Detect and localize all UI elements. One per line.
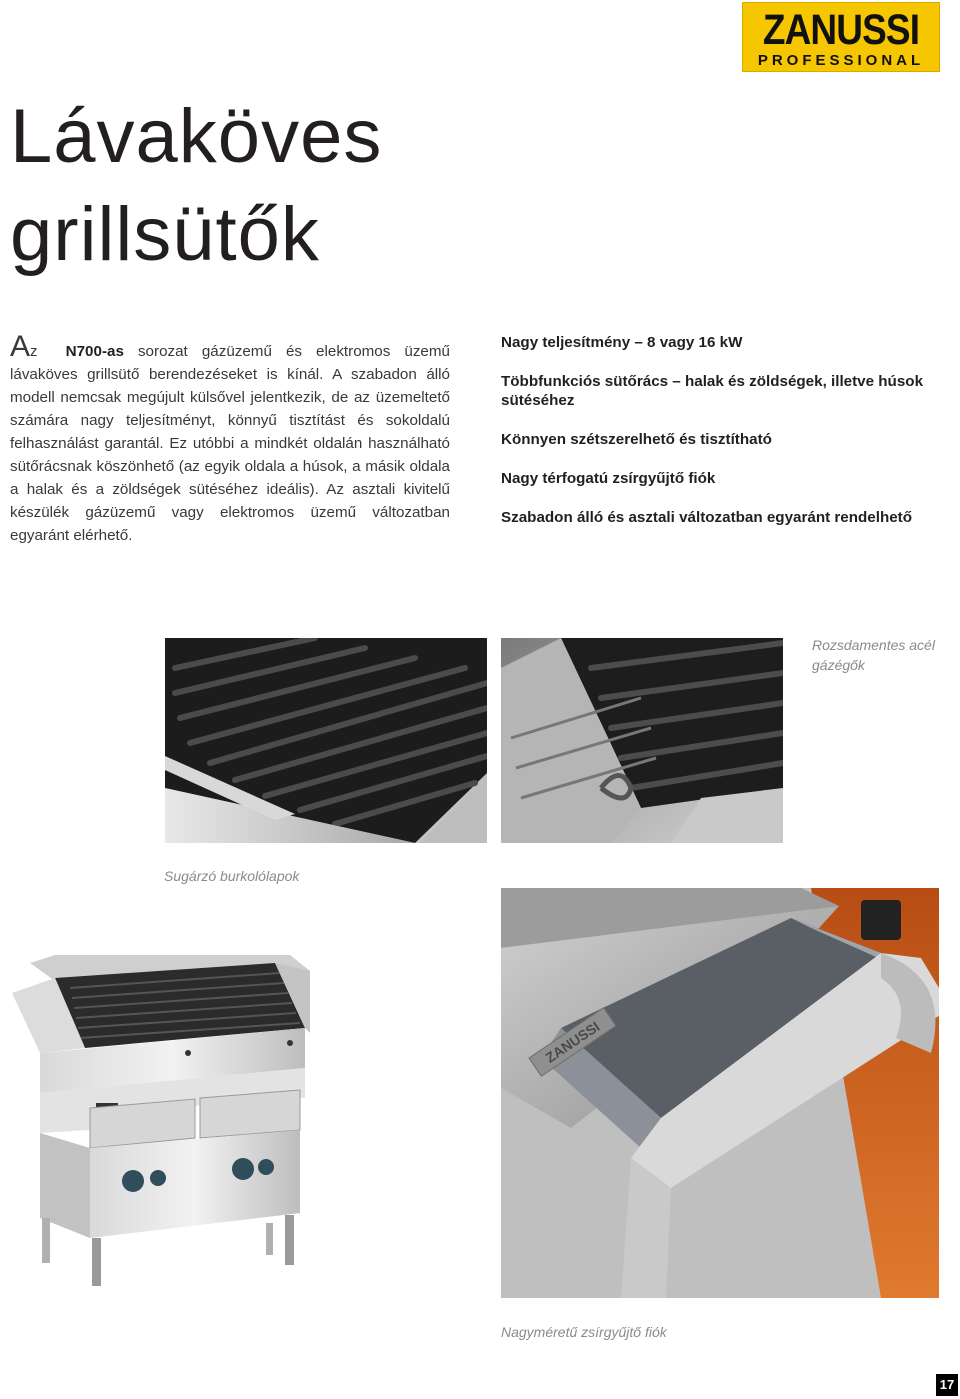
logo-brand-sub: PROFESSIONAL [757, 52, 925, 69]
page-title-line-1: Lávaköves [10, 94, 383, 179]
feature-item-versions: Szabadon álló és asztali változatban egyaránt rendelhető [501, 509, 913, 526]
logo-brand-name: ZANUSSI [762, 6, 920, 54]
intro-model: N700-as [65, 343, 124, 361]
caption-grease-drawer: Nagyméretű zsírgyűjtő fiók [501, 1324, 667, 1340]
caption-gas-burners: Rozsdamentes acél gázégők [812, 637, 935, 673]
page-number: 17 [936, 1374, 958, 1396]
caption-radiant-plates: Sugárzó burkolólapok [164, 868, 300, 884]
photo-grill-grate [165, 638, 487, 843]
drawer-brand-text: ZANUSSI [542, 1018, 603, 1066]
photo-gas-burners [501, 638, 783, 843]
intro-dropcap-rest: z [30, 343, 38, 361]
feature-item-drawer: Nagy térfogatú zsírgyűjtő fiók [501, 470, 716, 487]
photo-freestanding-grill [10, 893, 320, 1293]
feature-item-power: Nagy teljesítmény – 8 vagy 16 kW [501, 334, 743, 351]
intro-paragraph [10, 330, 450, 547]
intro-text: sorozat gázüzemű és elektromos üzemű lávaköves grillsütő berendezéseket is kínál. A szabadon álló modell nemcsak megújult külsővel jelentkezik, de az üzemeltető számára nagy teljesítményt, könnyű tisztítást és sokoldalú felhasználást garantál. Ez utóbbi a mindkét oldalán használható sütőrácsnak köszönhető (az egyik oldala a húsok, a másik oldala a halak és a zöldségek sütéséhez ideális). Az asztali kivitelű készülék gázüzemű vagy elektromos üzemű változatban egyaránt elérhető. [10, 343, 450, 545]
page-title-line-2: grillsütők [10, 192, 320, 277]
zanussi-logo [742, 2, 940, 72]
feature-item-cleaning: Könnyen szétszerelhető és tisztítható [501, 431, 772, 448]
page-title [10, 88, 382, 284]
feature-item-grate: Többfunkciós sütőrács – halak és zöldségek, illetve húsok sütéséhez [501, 373, 924, 409]
feature-list [501, 333, 941, 547]
photo-grease-drawer [501, 888, 939, 1298]
intro-dropcap: A [10, 330, 31, 364]
